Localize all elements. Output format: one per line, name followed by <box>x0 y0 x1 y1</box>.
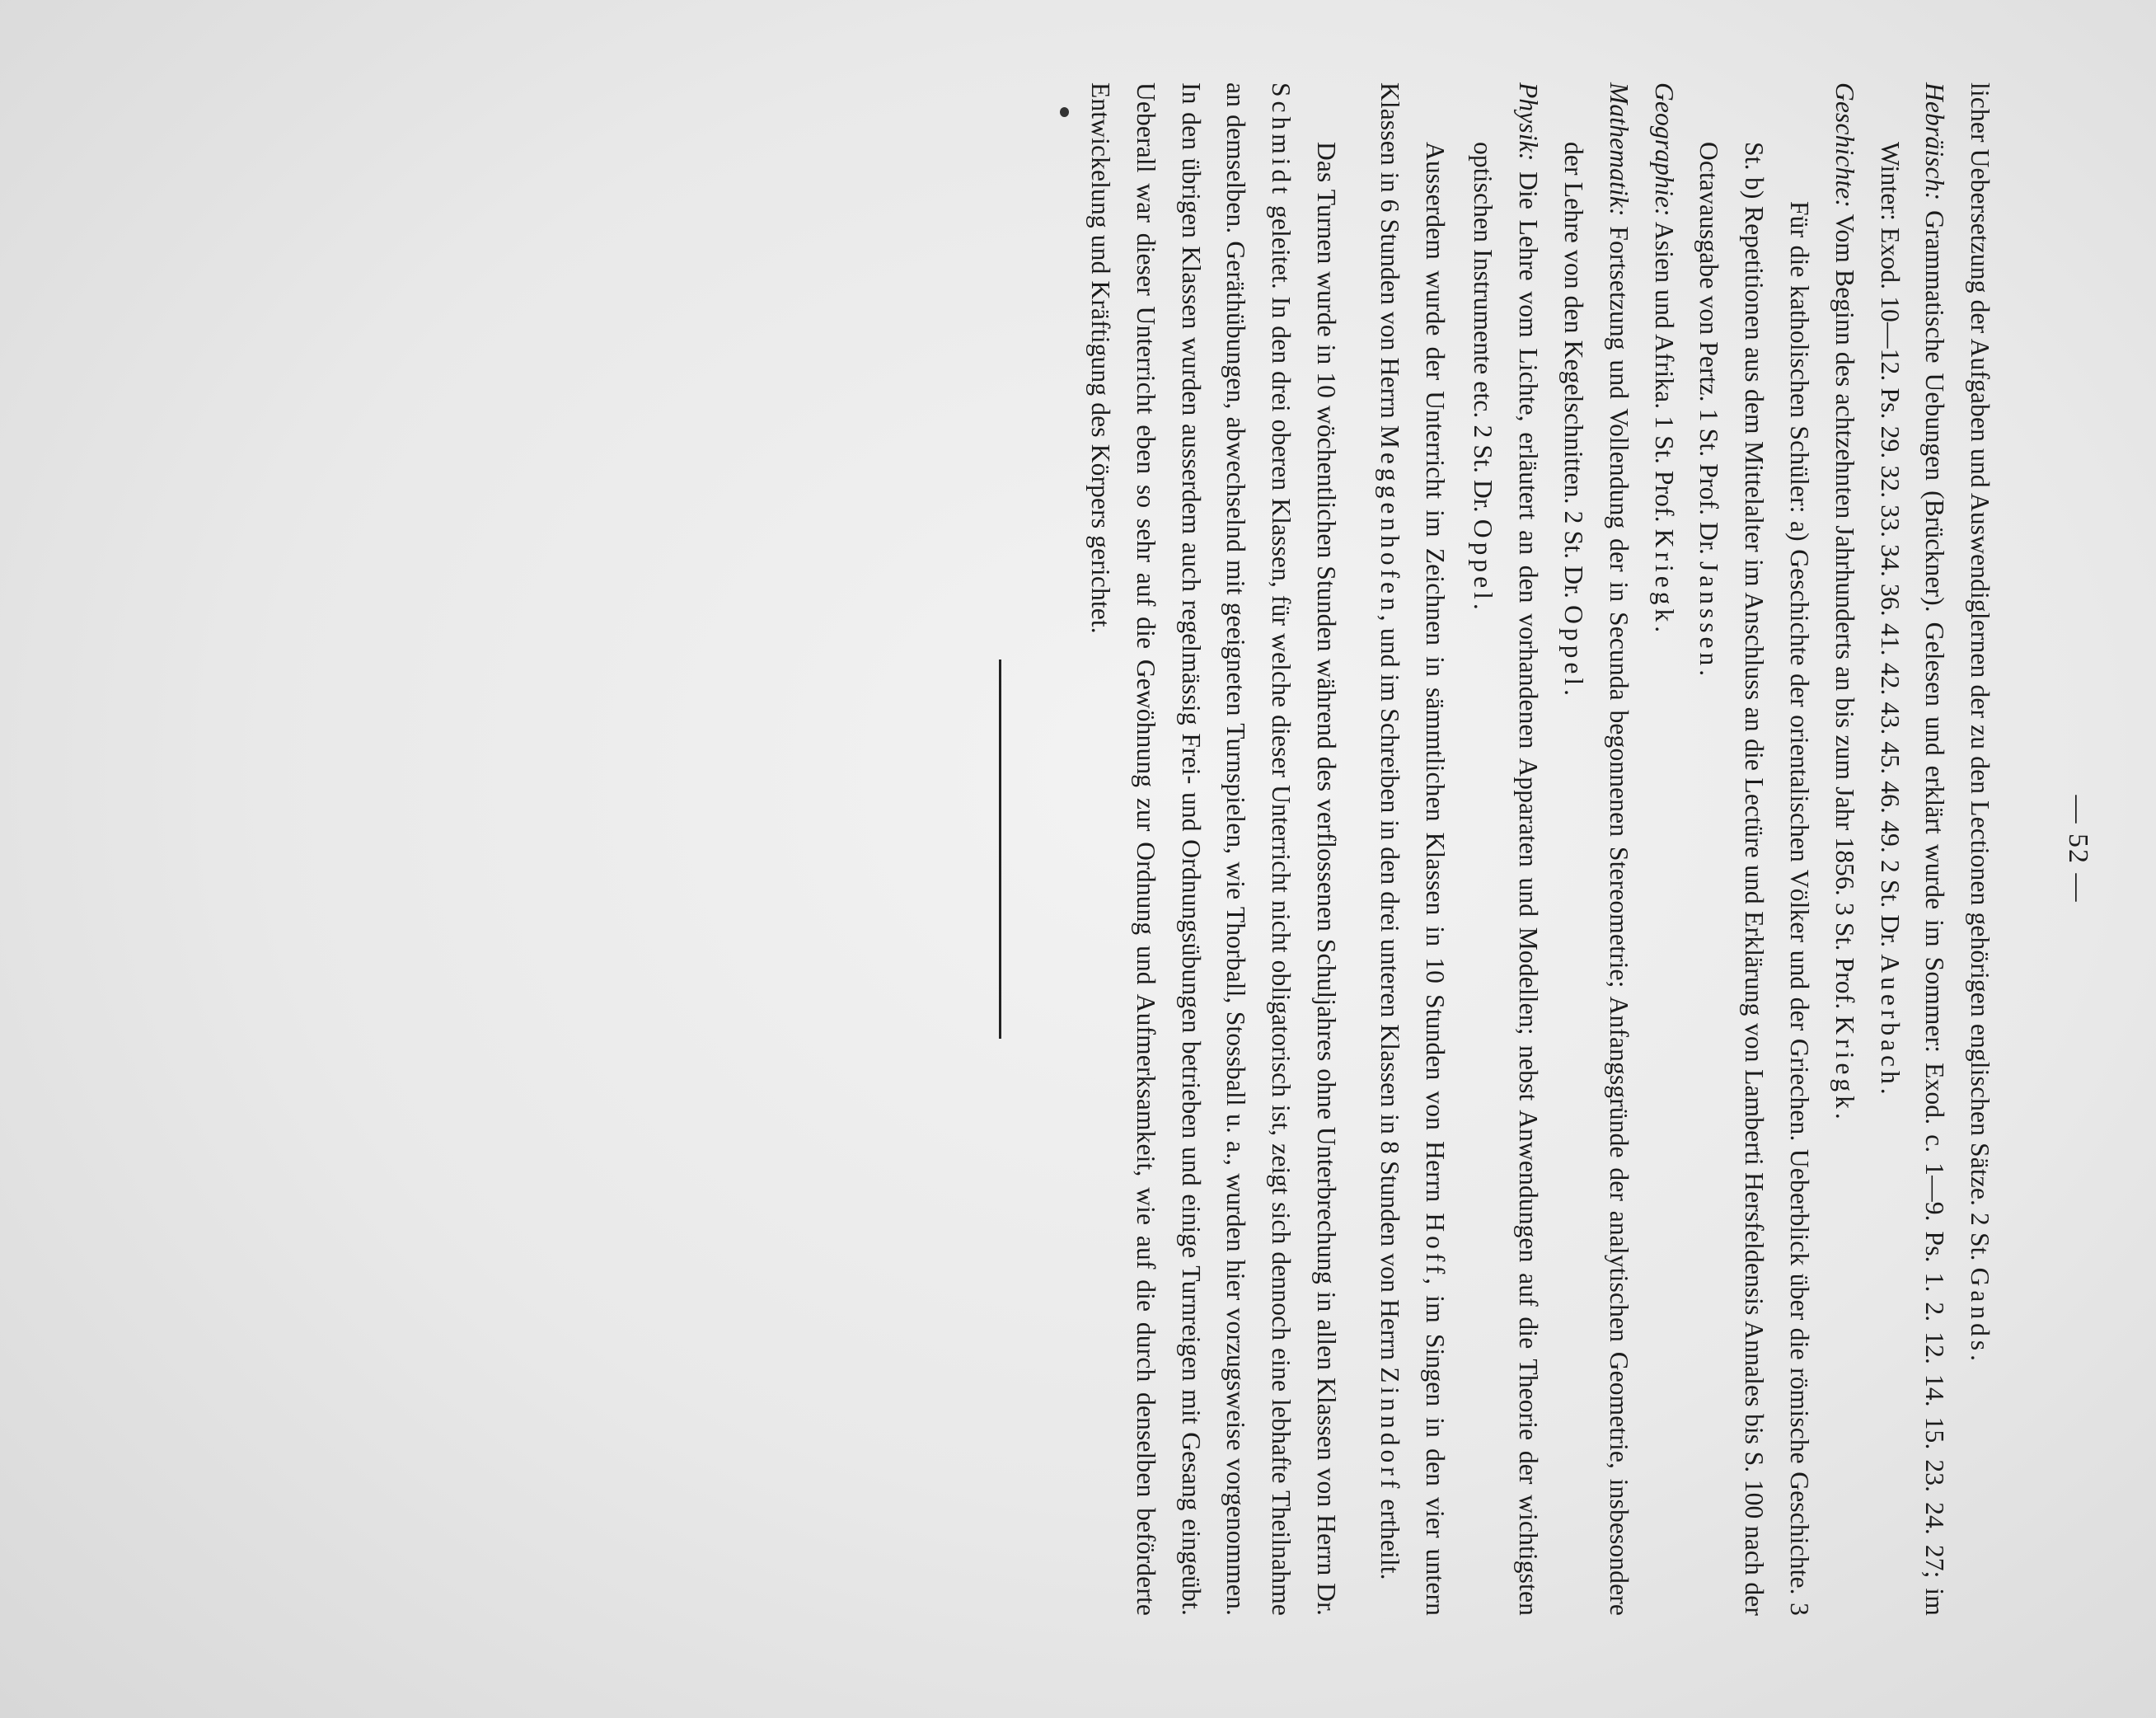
page-number: — 52 — <box>2063 795 2093 904</box>
paragraph-geographie: Geographie: Asien und Afrika. 1 St. Prof. Kriegk. <box>1649 82 1679 637</box>
teacher-name: Oppel. <box>1469 519 1498 614</box>
page-text-block <box>369 82 2100 1616</box>
teacher-name: Zinndorf <box>1375 1367 1404 1493</box>
teacher-name: Oppel. <box>1559 605 1589 700</box>
paragraph-mathematik: Mathematik: Fortsetzung und Vollendung der in Secunda begonnenen Stereometrie; Anfangsgründe der analytischen Geometrie, insbesondere der Lehre von den Kegelschnitten. 2 St. Dr. Oppel. <box>1559 82 1633 1616</box>
subject-label: Geographie: <box>1649 82 1679 217</box>
teacher-name: Auerbach. <box>1875 954 1905 1099</box>
subject-label: Geschichte: <box>1830 82 1859 209</box>
paragraph-turnen: Das Turnen wurde in 10 wöchentlichen Stunden während des verflossenen Schuljahres ohne Unterbrechung in allen Klassen von Herrn Dr. Schmidt geleitet. In den drei oberen Klassen, für welche dieser Unterricht nicht obligatorisch ist, zeigt sich dennoch eine lebhafte Theilnahme an demselben. Geräthübungen, abwechselnd mit geeigneten Turnspielen, wie Thorball, Stossball u. a., wurden hier vorzugsweise vorgenommen. In den übrigen Klassen wurden ausserdem auch regelmässig Frei- und Ordnungsübungen betrieben und einige Turnreigen mit Gesang eingeübt. Ueberall war dieser Unterricht eben so sehr auf die Gewöhnung zur Ordnung und Aufmerksamkeit, wie auf die durch denselben beförderte Entwickelung und Kräftigung des Körpers gerichtet. <box>1086 82 1342 1616</box>
teacher-name: Hoff <box>1420 1213 1450 1279</box>
teacher-name: Janssen. <box>1694 561 1724 681</box>
paragraph-katholische-schueler: Für die katholischen Schüler: a) Geschichte der orientalischen Völker und der Griechen. Ueberblick über die römische Geschichte. 3 St. b) Repetitionen aus dem Mittelalter im Anschluss an die Lectüre und Erklärung von Lamberti Hersfeldensis Annales bis S. 100 nach der Octavausgabe von Pertz. 1 St. Prof. Dr. Janssen. <box>1694 142 1815 1616</box>
subject-label: Physik: <box>1514 82 1544 162</box>
subject-label: Mathematik: <box>1604 82 1633 217</box>
teacher-name: Kriegk. <box>1649 528 1679 637</box>
paragraph-geschichte: Geschichte: Vom Beginn des achtzehnten Jahrhunderts an bis zum Jahr 1856. 3 St. Prof. Kriegk. <box>1830 82 1859 1124</box>
paragraph-english-continuation: licher Uebersetzung der Aufgaben und Auswendiglernen der zu den Lectionen gehörigen englischen Sätze. 2 St. Gands. <box>1966 82 1995 1365</box>
section-end-rule <box>999 660 1001 1039</box>
teacher-name: Kriegk. <box>1830 1016 1859 1124</box>
paragraph-physik: Physik: Die Lehre vom Lichte, erläutert an den vorhandenen Apparaten und Modellen; nebst Anwendungen auf die Theorie der wichtigsten optischen Instrumente etc. 2 St. Dr. Oppel. <box>1469 82 1544 1616</box>
paragraph-zeichnen-singen-schreiben: Ausserdem wurde der Unterricht im Zeichnen in sämmtlichen Klassen in 10 Stunden von Herrn Hoff, im Singen in den vier untern Klassen in 6 Stunden von Herrn Meggenhofen, und im Schreiben in den drei unteren Klassen in 8 Stunden von Herrn Zinndorf ertheilt. <box>1375 82 1450 1617</box>
teacher-name: Gands. <box>1966 1267 1995 1365</box>
subject-label: Hebräisch: <box>1920 82 1950 201</box>
teacher-name: Meggenhofen <box>1375 425 1404 615</box>
teacher-name: Schmidt <box>1267 82 1296 199</box>
paragraph-hebraeisch: Hebräisch: Grammatische Uebungen (Brückner). Gelesen und erklärt wurde im Sommer: Exod. c. 1—9. Ps. 1. 2. 12. 14. 15. 23. 24. 27; im Winter: Exod. 10—12. Ps. 29. 32. 33. 34. 36. 41. 42. 43. 45. 46. 49. 2 St. Dr. Auerbach. <box>1875 82 1950 1616</box>
